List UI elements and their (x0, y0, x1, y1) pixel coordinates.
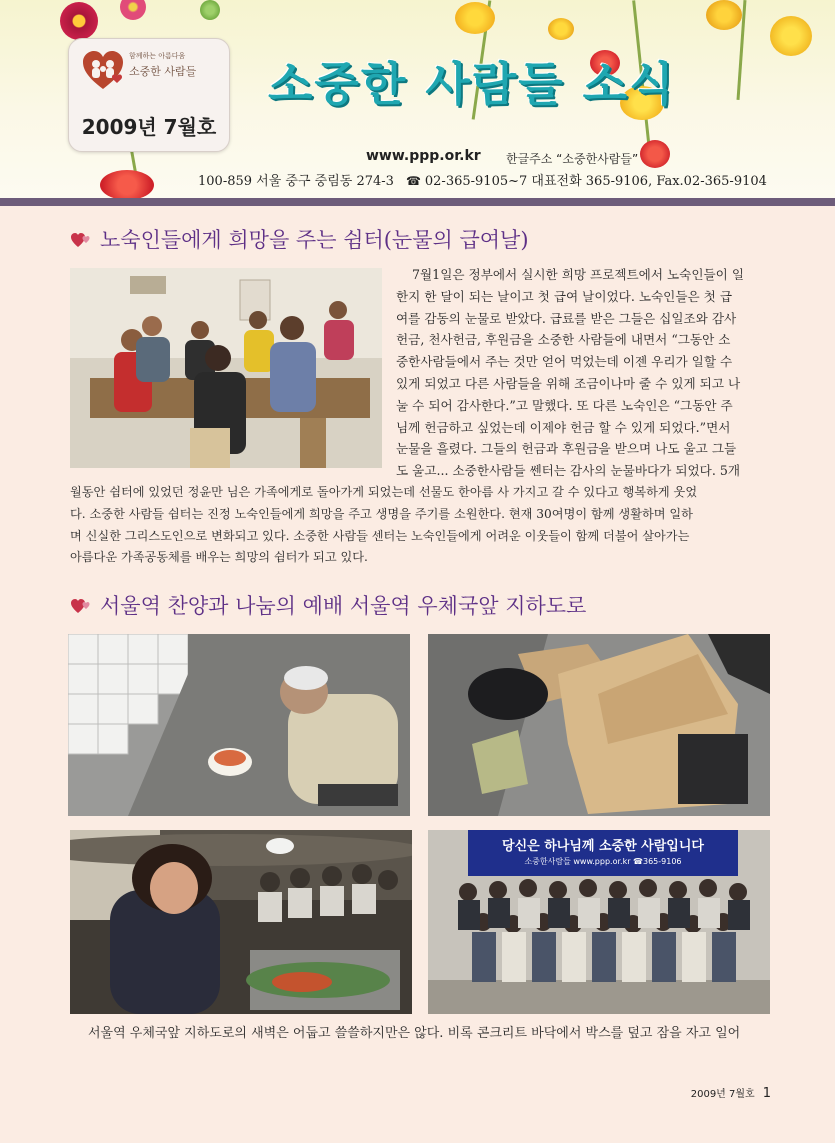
flower-icon (548, 18, 574, 40)
postal-address: 100-859 서울 중구 중림동 274-3 (198, 174, 394, 189)
text-line: 중한사람들에서 주는 것만 얻어 먹었는데 이젠 우리가 일할 수 (396, 354, 733, 370)
issue-badge (68, 38, 230, 152)
banner-main-text: 당신은 하나님께 소중한 사람입니다 (502, 839, 704, 854)
text-line: 여를 감동의 눈물로 받았다. 급료를 받은 그들은 십일조와 감사 (396, 310, 737, 326)
text-line: 도 울고... 소중한사람들 쎈터는 감사의 눈물바다가 되었다. 5개 (396, 463, 741, 479)
text-line: 헌금, 천사헌금, 후원금을 소중한 사람들에 내면서 “그동안 소 (396, 332, 731, 348)
hearts-bullet-icon (70, 231, 92, 249)
text-line: 눌 수 되어 감사한다.”고 말했다. 또 다른 노숙인은 “그동안 주 (396, 397, 733, 413)
footer-issue: 2009년 7월호 (690, 1089, 755, 1100)
article-text-full-width (70, 482, 768, 569)
text-line: 아름다운 가족공동체를 배우는 희망의 쉼터가 되고 있다. (70, 550, 368, 565)
flower-icon (455, 2, 495, 34)
newsletter-title: 소중한 사람들 소식 (268, 57, 676, 111)
badge-org-name: 소중한 사람들 (129, 65, 197, 78)
phone-icon: ☎ (405, 174, 421, 188)
flower-icon (706, 0, 742, 30)
flower-icon (770, 16, 812, 56)
text-line: 월동안 쉼터에 있었던 정윤만 님은 가족에게로 돌아가게 되었는데 선물도 한아름 사 가지고 갈 수 있다고 행복하게 웃었 (70, 485, 698, 499)
flower-icon (100, 170, 154, 198)
text-line: 며 신실한 그리스도인으로 변화되고 있다. 소중한 사람들 센터는 노숙인들에게 어려운 이웃들이 함께 더불어 살아가는 (70, 528, 690, 543)
group-banner-photo (428, 830, 770, 1014)
phone-numbers: 02-365-9105~7 대표전화 365-9106, Fax.02-365-9104 (424, 174, 767, 189)
text-line: 한지 한 달이 되는 날이고 첫 급여 날이었다. 노숙인들은 첫 급 (396, 288, 733, 304)
badge-tagline: 함께하는 아름다움 (129, 52, 186, 60)
contact-line (198, 170, 767, 189)
header-divider-band (0, 198, 835, 206)
section-title-text: 서울역 찬양과 나눔의 예배 서울역 우체국앞 지하도로 (100, 594, 587, 618)
flower-icon (120, 0, 146, 20)
shelter-meeting-photo (70, 268, 382, 468)
section-title-text: 노숙인들에게 희망을 주는 쉼터(눈물의 급여날) (100, 228, 529, 252)
section-title-shelter (70, 224, 529, 254)
text-line: 7월1일은 정부에서 실시한 희망 프로젝트에서 노숙인들이 일 (412, 267, 745, 282)
text-line: 님께 헌금하고 싶었는데 이제야 헌금 할 수 있게 되었다.”면서 (396, 419, 731, 435)
text-line: 눈물을 흘렸다. 그들의 헌금과 후원금을 받으며 나도 울고 그들 (396, 441, 737, 457)
newsletter-header (0, 0, 835, 198)
korean-address-label: 한글주소 “소중한사람들” (506, 152, 639, 166)
issue-label: 2009년 7월호 (81, 115, 217, 139)
heart-family-logo-icon (81, 49, 125, 93)
flower-icon (60, 2, 98, 40)
food-serving-photo (70, 830, 412, 1014)
page-footer (691, 1085, 771, 1101)
article-text-beside-photo (396, 264, 768, 482)
section-title-seoul-station (70, 590, 586, 620)
hearts-bullet-icon (70, 597, 92, 615)
flower-icon (640, 140, 670, 168)
text-line: 있게 되었고 다른 사람들을 위해 조금이나마 줄 수 있게 되고 나 (396, 375, 741, 391)
website-link[interactable]: www.ppp.or.kr (366, 148, 481, 164)
leaf-icon (200, 0, 220, 20)
cardboard-sleeper-photo (428, 634, 770, 816)
photo-caption: 서울역 우체국앞 지하도로의 새벽은 어둡고 쓸쓸하지만은 않다. 비록 콘크리트 바닥에서 박스를 덮고 잠을 자고 일어 (88, 1026, 741, 1041)
page-number: 1 (762, 1086, 771, 1101)
banner-sub-text: 소중한사람들 www.ppp.or.kr ☎365-9106 (524, 857, 682, 866)
text-line: 다. 소중한 사람들 쉼터는 진정 노숙인들에게 희망을 주고 생명을 주기를 소원한다. 현재 30여명이 함께 생활하며 일하 (70, 506, 693, 521)
elderly-man-eating-photo (68, 634, 410, 816)
